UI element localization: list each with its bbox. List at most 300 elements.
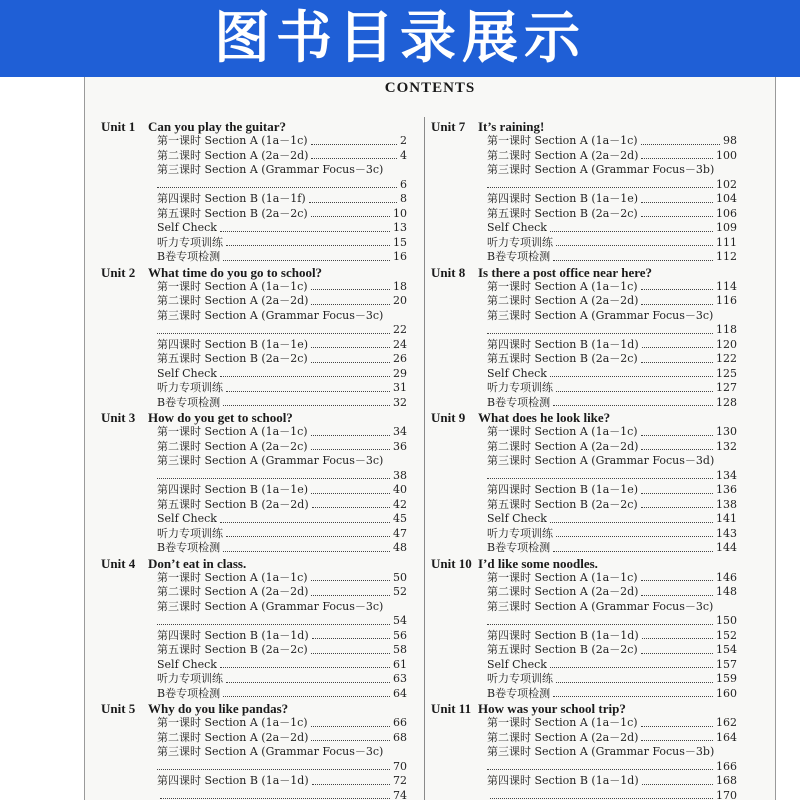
toc-entry-continuation[interactable] (157, 323, 407, 338)
entry-label: Self Check (487, 221, 547, 234)
entry-label: 第三课时 Section A (Grammar Focus－3c) (487, 308, 714, 322)
toc-entry[interactable] (487, 425, 737, 440)
dot-leader (226, 245, 390, 246)
dot-leader (487, 187, 713, 188)
dot-leader (642, 638, 713, 639)
unit-heading[interactable] (431, 265, 737, 280)
page-number: 160 (716, 686, 737, 700)
page-number: 13 (393, 221, 407, 234)
toc-entry[interactable] (157, 716, 407, 731)
unit-title: How was your school trip? (478, 701, 626, 716)
dot-leader (550, 231, 713, 232)
dot-leader (487, 769, 713, 770)
dot-leader (223, 551, 390, 552)
toc-entry[interactable] (157, 600, 407, 615)
page-number: 134 (716, 468, 737, 482)
dot-leader (641, 507, 713, 508)
dot-leader (220, 376, 390, 377)
toc-entry[interactable] (157, 381, 407, 396)
toc-entry[interactable] (157, 221, 407, 236)
page-number: 34 (393, 425, 407, 438)
toc-column-left (101, 119, 407, 800)
toc-entry[interactable] (487, 280, 737, 295)
page-number: 15 (393, 235, 407, 249)
page-number: 18 (393, 279, 407, 293)
toc-entry[interactable] (157, 687, 407, 702)
entry-label: 第四课时 Section B (1a－1e) (157, 483, 309, 496)
toc-entry[interactable] (487, 134, 737, 149)
toc-entry-continuation[interactable] (157, 178, 407, 193)
page-number: 36 (393, 439, 407, 453)
entry-label: 第一课时 Section A (1a－1c) (487, 134, 638, 147)
toc-entry[interactable] (487, 774, 737, 789)
dot-leader (223, 260, 390, 261)
toc-entry[interactable] (487, 716, 737, 731)
entry-label: Self Check (157, 512, 217, 525)
entry-label: 第三课时 Section A (Grammar Focus－3c) (157, 745, 384, 758)
dot-leader (309, 202, 397, 203)
dot-leader (311, 595, 390, 596)
unit-heading[interactable] (101, 119, 407, 134)
dot-leader (157, 333, 390, 334)
dot-leader (311, 653, 390, 654)
entry-label: Self Check (157, 366, 217, 380)
toc-unit (101, 701, 407, 800)
dot-leader (553, 260, 713, 261)
entry-label: Self Check (487, 366, 547, 380)
toc-entry[interactable] (157, 280, 407, 295)
page-number: 72 (393, 774, 407, 787)
toc-unit (101, 119, 407, 265)
dot-leader (641, 580, 713, 581)
toc-entry[interactable] (487, 541, 737, 556)
dot-leader (226, 536, 390, 537)
toc-entry[interactable] (487, 309, 737, 324)
toc-entry[interactable] (157, 774, 407, 789)
page-number: 114 (716, 279, 737, 293)
toc-entry[interactable] (157, 396, 407, 411)
dot-leader (311, 347, 390, 348)
dot-leader (311, 740, 390, 741)
toc-entry[interactable] (487, 629, 737, 644)
page-number: 56 (393, 628, 407, 642)
entry-label: 第二课时 Section A (2a－2d) (157, 585, 309, 598)
entry-label: 听力专项训练 (487, 381, 553, 394)
toc-entry[interactable] (157, 745, 407, 760)
page-number: 10 (393, 206, 407, 220)
entry-label: 听力专项训练 (487, 526, 553, 540)
entry-label: 第二课时 Section A (2a－2d) (487, 148, 639, 162)
toc-entry[interactable] (487, 149, 737, 164)
dot-leader (311, 493, 390, 494)
toc-entry[interactable] (487, 338, 737, 353)
entry-label: 第一课时 Section A (1a－1c) (487, 425, 638, 438)
toc-entry[interactable] (157, 658, 407, 673)
dot-leader (641, 653, 713, 654)
page-number: 45 (393, 512, 407, 525)
page-number: 104 (716, 192, 737, 205)
entry-label: 第二课时 Section A (2a－2d) (487, 294, 639, 307)
page-number: 120 (716, 337, 737, 351)
page-number: 125 (716, 366, 737, 380)
dot-leader (487, 478, 713, 479)
toc-entry-continuation[interactable] (157, 760, 407, 775)
toc-entry-continuation[interactable] (157, 614, 407, 629)
unit-heading[interactable] (431, 701, 737, 716)
toc-entry[interactable] (487, 250, 737, 265)
unit-heading[interactable] (431, 556, 737, 571)
entry-label: 第四课时 Section B (1a－1e) (157, 337, 309, 351)
page-number: 32 (393, 395, 407, 409)
page-number: 8 (400, 192, 407, 205)
entry-label: 第三课时 Section A (Grammar Focus－3b) (487, 745, 715, 758)
toc-unit (431, 410, 737, 556)
toc-entry[interactable] (487, 163, 737, 178)
page-number: 116 (716, 294, 737, 307)
entry-label: 第四课时 Section B (1a－1d) (487, 774, 639, 787)
dot-leader (641, 289, 713, 290)
entry-label: B卷专项检测 (487, 250, 551, 263)
page-number: 70 (393, 759, 407, 773)
entry-label: 听力专项训练 (157, 235, 223, 249)
toc-entry[interactable] (487, 483, 737, 498)
dot-leader (312, 638, 390, 639)
dot-leader (311, 362, 390, 363)
toc-unit (431, 119, 737, 265)
toc-entry[interactable] (157, 454, 407, 469)
toc-column-right (431, 119, 737, 800)
toc-entry[interactable] (487, 192, 737, 207)
toc-entry[interactable] (157, 192, 407, 207)
page-number: 157 (716, 657, 737, 671)
toc-entry[interactable] (157, 483, 407, 498)
page-number: 152 (716, 628, 737, 642)
toc-unit (101, 556, 407, 702)
entry-label: 听力专项训练 (157, 381, 223, 394)
toc-entry[interactable] (157, 425, 407, 440)
entry-label: 第三课时 Section A (Grammar Focus－3b) (487, 163, 715, 176)
page-number: 148 (716, 585, 737, 598)
entry-label: 第五课时 Section B (2a－2c) (487, 352, 638, 365)
page-number: 136 (716, 483, 737, 496)
toc-unit (431, 556, 737, 702)
toc-entry[interactable] (157, 731, 407, 746)
entry-label: 第三课时 Section A (Grammar Focus－3d) (487, 454, 715, 467)
dot-leader (311, 726, 390, 727)
page-number: 54 (393, 614, 407, 627)
toc-entry[interactable] (487, 454, 737, 469)
dot-leader (641, 595, 713, 596)
page-number: 150 (716, 614, 737, 627)
toc-entry[interactable] (157, 352, 407, 367)
entry-label: 第五课时 Section B (2a－2c) (157, 352, 308, 365)
toc-entry[interactable] (487, 600, 737, 615)
entry-label: 第一课时 Section A (1a－1c) (157, 279, 308, 293)
entry-label: 第三课时 Section A (Grammar Focus－3c) (487, 599, 714, 613)
page-number: 143 (716, 526, 737, 540)
dot-leader (157, 769, 390, 770)
page-number: 122 (716, 352, 737, 365)
dot-leader (641, 493, 713, 494)
page-number: 168 (716, 774, 737, 787)
page-number: 4 (400, 148, 407, 162)
dot-leader (487, 333, 713, 334)
page-number: 170 (716, 788, 737, 800)
toc-entry[interactable] (487, 571, 737, 586)
toc-entry[interactable] (157, 527, 407, 542)
dot-leader (311, 304, 390, 305)
toc-entry-continuation[interactable] (157, 469, 407, 484)
entry-label: 第四课时 Section B (1a－1e) (487, 483, 639, 496)
toc-entry-continuation[interactable] (487, 614, 737, 629)
toc-entry[interactable] (157, 571, 407, 586)
unit-title: What time do you go to school? (148, 264, 323, 280)
toc-entry[interactable] (487, 367, 737, 382)
page-number: 22 (393, 323, 407, 336)
toc-entry[interactable] (487, 352, 737, 367)
unit-title: Don’t eat in class. (148, 555, 247, 571)
toc-entry[interactable] (157, 309, 407, 324)
column-divider (424, 117, 425, 800)
toc-entry[interactable] (157, 512, 407, 527)
toc-entry[interactable] (487, 643, 737, 658)
toc-entry[interactable] (157, 149, 407, 164)
document-page (84, 77, 776, 800)
page-number: 109 (716, 221, 737, 234)
entry-label: B卷专项检测 (487, 395, 551, 409)
dot-leader (553, 405, 713, 406)
page-number: 130 (716, 425, 737, 438)
toc-entry[interactable] (487, 585, 737, 600)
page-number: 138 (716, 497, 737, 511)
entry-label: 第四课时 Section B (1a－1e) (487, 192, 639, 205)
entry-label: 听力专项训练 (487, 672, 553, 685)
entry-label: 第四课时 Section B (1a－1d) (487, 628, 639, 642)
entry-label: Self Check (487, 657, 547, 671)
toc-entry[interactable] (487, 207, 737, 222)
page-number: 2 (400, 134, 407, 147)
toc-entry[interactable] (487, 687, 737, 702)
page-number: 16 (393, 250, 407, 263)
dot-leader (220, 231, 390, 232)
entry-label: Self Check (487, 512, 547, 525)
dot-leader (487, 624, 713, 625)
entry-label: 第三课时 Section A (Grammar Focus－3c) (157, 599, 384, 613)
page-number: 20 (393, 294, 407, 307)
toc-entry[interactable] (157, 236, 407, 251)
dot-leader (311, 449, 390, 450)
unit-number: Unit 4 (101, 555, 136, 571)
toc-entry[interactable] (157, 163, 407, 178)
entry-label: 第二课时 Section A (2a－2d) (487, 585, 639, 598)
toc-entry[interactable] (157, 585, 407, 600)
toc-entry[interactable] (157, 541, 407, 556)
entry-label: Self Check (157, 657, 217, 671)
unit-heading[interactable] (431, 119, 737, 134)
dot-leader (220, 667, 390, 668)
unit-heading[interactable] (101, 410, 407, 425)
unit-title: Can you play the guitar? (148, 119, 286, 134)
toc-entry[interactable] (157, 338, 407, 353)
page-number: 100 (716, 148, 737, 162)
unit-number: Unit 3 (101, 410, 136, 425)
dot-leader (641, 435, 713, 436)
dot-leader (311, 435, 390, 436)
dot-leader (556, 391, 713, 392)
unit-number: Unit 8 (431, 264, 466, 280)
page-number: 58 (393, 643, 407, 656)
dot-leader (550, 522, 713, 523)
page-number: 128 (716, 395, 737, 409)
entry-label: 第一课时 Section A (1a－1c) (157, 570, 308, 584)
page-number: 159 (716, 672, 737, 685)
entry-label: 第一课时 Section A (1a－1c) (487, 279, 638, 293)
unit-title: I’d like some noodles. (478, 555, 598, 571)
dot-leader (641, 158, 713, 159)
entry-label: 第一课时 Section A (1a－1c) (157, 425, 308, 438)
toc-entry[interactable] (157, 643, 407, 658)
dot-leader (641, 726, 713, 727)
unit-heading[interactable] (101, 265, 407, 280)
page-number: 50 (393, 570, 407, 584)
toc-entry-continuation[interactable] (487, 760, 737, 775)
dot-leader (312, 784, 390, 785)
toc-entry[interactable] (157, 367, 407, 382)
entry-label: Self Check (157, 221, 217, 234)
dot-leader (553, 551, 713, 552)
unit-number: Unit 2 (101, 264, 136, 280)
unit-heading[interactable] (431, 410, 737, 425)
toc-entry[interactable] (487, 440, 737, 455)
dot-leader (641, 740, 713, 741)
page-number: 29 (393, 366, 407, 380)
page-number: 52 (393, 585, 407, 598)
dot-leader (642, 347, 713, 348)
unit-number: Unit 11 (431, 701, 472, 716)
page-number: 64 (393, 686, 407, 700)
toc-entry[interactable] (487, 396, 737, 411)
dot-leader (642, 784, 713, 785)
toc-entry[interactable] (157, 789, 407, 800)
page-number: 66 (393, 716, 407, 729)
page-number: 102 (716, 177, 737, 191)
page-number: 127 (716, 381, 737, 394)
page-number: 146 (716, 570, 737, 584)
unit-title: Is there a post office near here? (478, 264, 653, 280)
entry-label: 听力专项训练 (487, 235, 553, 249)
dot-leader (556, 245, 713, 246)
dot-leader (223, 405, 390, 406)
dot-leader (226, 391, 390, 392)
page-number: 141 (716, 512, 737, 525)
toc-entry[interactable] (157, 672, 407, 687)
dot-leader (223, 696, 390, 697)
page-number: 40 (393, 483, 407, 496)
toc-entry[interactable] (157, 440, 407, 455)
entry-label: 第二课时 Section A (2a－2d) (487, 439, 639, 453)
unit-number: Unit 5 (101, 701, 136, 716)
entry-label: 第五课时 Section B (2a－2c) (487, 497, 638, 511)
entry-label: 第二课时 Section A (2a－2d) (157, 294, 309, 307)
unit-heading[interactable] (101, 701, 407, 716)
dot-leader (490, 798, 713, 799)
dot-leader (311, 580, 390, 581)
page-number: 48 (393, 541, 407, 554)
entry-label: 第四课时 Section B (1a－1d) (157, 628, 309, 642)
unit-number: Unit 1 (101, 119, 136, 134)
toc-unit (101, 410, 407, 556)
toc-entry[interactable] (487, 221, 737, 236)
dot-leader (312, 507, 390, 508)
page-number: 38 (393, 468, 407, 482)
toc-entry[interactable] (487, 381, 737, 396)
dot-leader (160, 798, 390, 799)
dot-leader (641, 362, 713, 363)
entry-label: 听力专项训练 (157, 672, 223, 685)
entry-label: B卷专项检测 (487, 686, 551, 700)
toc-entry[interactable] (487, 498, 737, 513)
entry-label: B卷专项检测 (487, 541, 551, 554)
toc-entry[interactable] (487, 731, 737, 746)
toc-entry[interactable] (157, 294, 407, 309)
toc-entry-continuation[interactable] (487, 469, 737, 484)
toc-entry[interactable] (487, 658, 737, 673)
dot-leader (220, 522, 390, 523)
dot-leader (550, 667, 713, 668)
dot-leader (157, 187, 397, 188)
entry-label: 第三课时 Section A (Grammar Focus－3c) (157, 163, 384, 176)
entry-label: 第五课时 Section B (2a－2d) (157, 497, 309, 511)
page-number: 47 (393, 526, 407, 540)
entry-label: 第三课时 Section A (Grammar Focus－3c) (157, 454, 384, 467)
page-number: 63 (393, 672, 407, 685)
toc-entry[interactable] (157, 134, 407, 149)
page-number: 144 (716, 541, 737, 554)
toc-entry[interactable] (487, 512, 737, 527)
entry-label: 第五课时 Section B (2a－2c) (157, 643, 308, 656)
toc-entry[interactable] (157, 498, 407, 513)
toc-entry[interactable] (487, 745, 737, 760)
toc-entry[interactable] (487, 294, 737, 309)
page-number: 162 (716, 716, 737, 729)
toc-entry-continuation[interactable] (487, 323, 737, 338)
page-number: 26 (393, 352, 407, 365)
entry-label: 第五课时 Section B (2a－2c) (157, 206, 308, 220)
toc-entry-continuation[interactable] (487, 178, 737, 193)
toc-entry[interactable] (487, 236, 737, 251)
entry-label: 第五课时 Section B (2a－2c) (487, 206, 638, 220)
dot-leader (311, 216, 390, 217)
page-number: 61 (393, 657, 407, 671)
toc-entry[interactable] (487, 789, 737, 800)
toc-entry[interactable] (487, 672, 737, 687)
page-number: 74 (393, 788, 407, 800)
entry-label: 第二课时 Section A (2a－2c) (157, 439, 308, 453)
toc-entry[interactable] (157, 629, 407, 644)
page-number: 6 (400, 177, 407, 191)
toc-entry[interactable] (157, 250, 407, 265)
entry-label: 第一课时 Section A (1a－1c) (157, 134, 308, 147)
entry-label: 听力专项训练 (157, 526, 223, 540)
unit-heading[interactable] (101, 556, 407, 571)
entry-label: B卷专项检测 (157, 250, 221, 263)
entry-label: B卷专项检测 (157, 686, 221, 700)
toc-entry[interactable] (487, 527, 737, 542)
unit-title: How do you get to school? (148, 410, 293, 425)
entry-label: 第三课时 Section A (Grammar Focus－3c) (157, 308, 384, 322)
toc-entry[interactable] (157, 207, 407, 222)
dot-leader (311, 158, 397, 159)
